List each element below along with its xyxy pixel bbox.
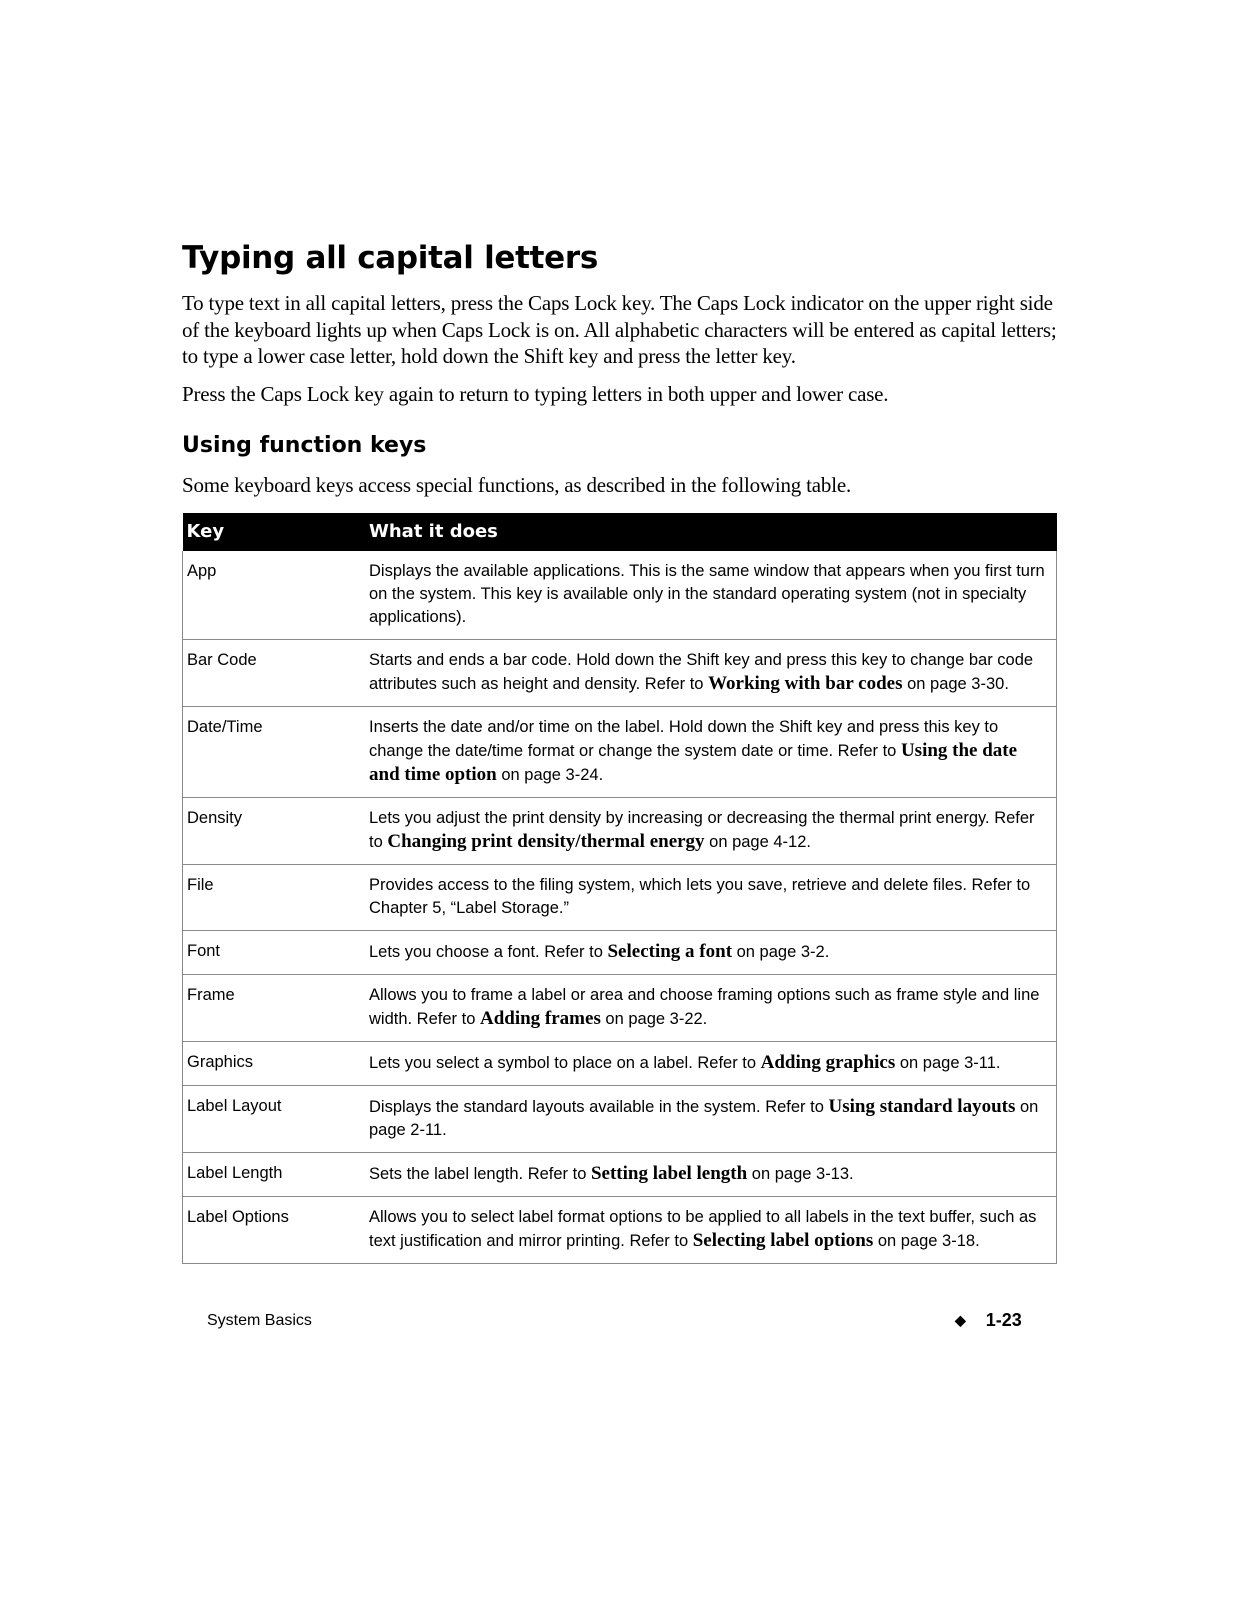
description-text: Allows you to select label format options to be applied to all labels in the text buffer, such as text justification and mirror printing. Refer to	[369, 1207, 1037, 1250]
header-what-it-does: What it does	[365, 513, 1057, 551]
description-text: on page 3-24.	[496, 765, 604, 784]
cross-reference: Adding frames	[479, 1007, 601, 1029]
cross-reference: Working with bar codes	[708, 672, 903, 694]
description-text: Starts and ends a bar code. Hold down the Shift key and press this key to change bar code attributes such as height and density. Refer to	[369, 650, 1034, 693]
description-text: Displays the standard layouts available in the system. Refer to	[369, 1097, 829, 1116]
cross-reference: Using the date and time option	[369, 739, 1018, 785]
key-cell: Frame	[183, 974, 366, 1041]
table-row	[183, 974, 1057, 1041]
key-cell: Label Options	[183, 1196, 366, 1263]
description-cell	[365, 1041, 1057, 1085]
key-cell: Bar Code	[183, 639, 366, 706]
key-cell: Label Layout	[183, 1085, 366, 1152]
description-cell	[365, 1196, 1057, 1263]
key-cell: Density	[183, 797, 366, 864]
table-body	[183, 551, 1057, 1264]
table-row	[183, 930, 1057, 974]
footer-page-number-group	[955, 1310, 1022, 1331]
page-content	[182, 240, 1057, 1264]
key-cell: Label Length	[183, 1152, 366, 1196]
table-row	[183, 1041, 1057, 1085]
table-header-row	[183, 513, 1057, 551]
description-cell	[365, 639, 1057, 706]
page-number: 1-23	[985, 1310, 1022, 1330]
table-row	[183, 1085, 1057, 1152]
description-cell	[365, 974, 1057, 1041]
description-text: Inserts the date and/or time on the label. Hold down the Shift key and press this key to change the date/time format or change the system date or time. Refer to	[369, 717, 999, 760]
table-row	[183, 1152, 1057, 1196]
cross-reference: Using standard layouts	[828, 1095, 1016, 1117]
cross-reference: Selecting label options	[692, 1229, 874, 1251]
function-keys-table	[182, 513, 1057, 1264]
section-title: Typing all capital letters	[182, 240, 599, 276]
key-cell: Graphics	[183, 1041, 366, 1085]
description-text: on page 3-30.	[902, 674, 1009, 693]
caps-lock-return-paragraph: Press the Caps Lock key again to return to typing letters in both upper and lower case.	[182, 381, 889, 406]
key-cell: Font	[183, 930, 366, 974]
table-row	[183, 706, 1057, 797]
description-text: on page 3-22.	[600, 1009, 708, 1028]
table-row	[183, 551, 1057, 640]
description-text: Lets you choose a font. Refer to	[369, 942, 608, 961]
description-text: Allows you to frame a label or area and choose framing options such as frame style and line width. Refer to	[369, 985, 1040, 1028]
table-row	[183, 1196, 1057, 1263]
diamond-icon: ◆	[955, 1312, 966, 1328]
description-cell	[365, 1085, 1057, 1152]
description-cell	[365, 551, 1057, 640]
table-row	[183, 797, 1057, 864]
header-key: Key	[183, 513, 366, 551]
description-text: on page 2-11.	[369, 1097, 1039, 1139]
description-cell	[365, 1152, 1057, 1196]
description-text: on page 3-2.	[732, 942, 830, 961]
key-cell: File	[183, 864, 366, 930]
description-cell	[365, 797, 1057, 864]
description-text: on page 3-18.	[873, 1231, 980, 1250]
key-cell: Date/Time	[183, 706, 366, 797]
description-cell	[365, 706, 1057, 797]
description-text: on page 3-11.	[895, 1053, 1001, 1072]
description-text: Sets the label length. Refer to	[369, 1164, 591, 1183]
description-text: Displays the available applications. This is the same window that appears when you first turn on the system. This key is available only in the standard operating system (not in specialty applications).	[369, 561, 1045, 626]
description-text: Lets you select a symbol to place on a label. Refer to	[369, 1053, 761, 1072]
subsection-title: Using function keys	[182, 433, 427, 458]
table-row	[183, 864, 1057, 930]
cross-reference: Setting label length	[590, 1162, 748, 1184]
description-cell	[365, 864, 1057, 930]
description-cell	[365, 930, 1057, 974]
cross-reference: Changing print density/thermal energy	[387, 830, 705, 852]
description-text: Provides access to the filing system, which lets you save, retrieve and delete files. Refer to Chapter 5, “Label Storage.”	[369, 875, 1031, 917]
table-row	[183, 639, 1057, 706]
description-text: Lets you adjust the print density by increasing or decreasing the thermal print energy. Refer to	[369, 808, 1035, 851]
function-keys-intro: Some keyboard keys access special functions, as described in the following table.	[182, 473, 852, 497]
cross-reference: Adding graphics	[760, 1051, 896, 1073]
description-text: on page 3-13.	[747, 1164, 854, 1183]
cross-reference: Selecting a font	[607, 940, 733, 962]
description-text: on page 4-12.	[704, 832, 811, 851]
key-cell: App	[183, 551, 366, 640]
caps-lock-paragraph: To type text in all capital letters, press the Caps Lock key. The Caps Lock indicator on the upper right side of the keyboard lights up when Caps Lock is on. All alphabetic characters will be entered as capital letters; to type a lower case letter, hold down the Shift key and press the letter key.	[182, 291, 1057, 368]
footer-chapter: System Basics	[207, 1312, 312, 1329]
